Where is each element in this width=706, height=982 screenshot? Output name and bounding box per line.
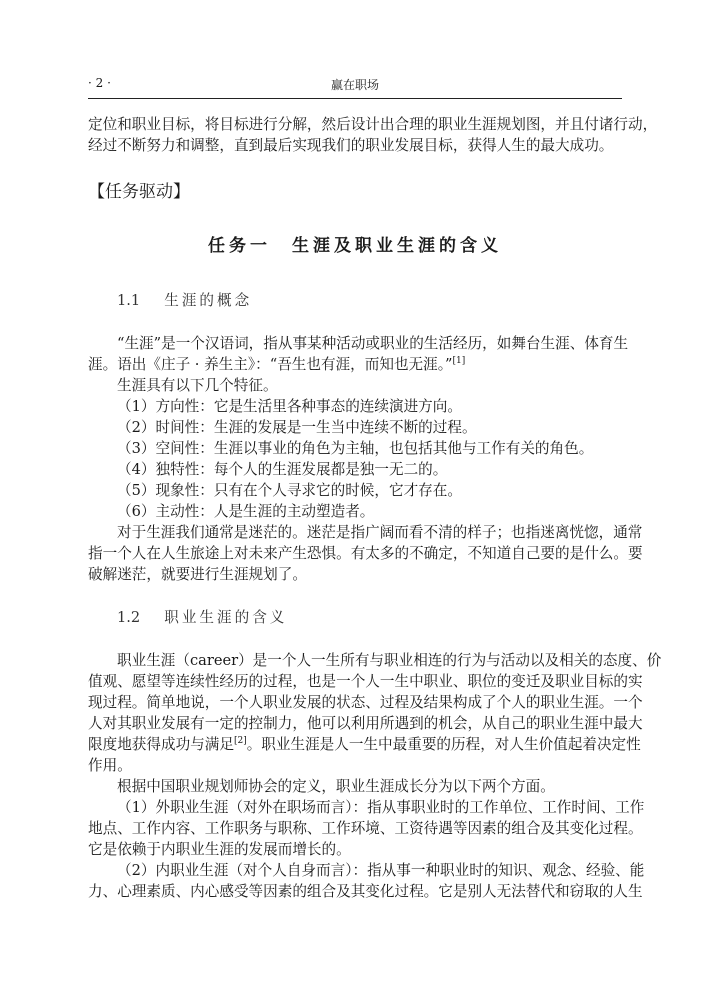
text-line: 破解迷茫，就要进行生涯规划了。: [88, 566, 307, 583]
text-line: 指一个人在人生旅途上对未来产生恐惧。有太多的不确定，不知道自己要的是什么。要: [88, 545, 643, 562]
section-title: 生涯的概念: [164, 292, 253, 309]
text-line: 人对其职业发展有一定的控制力，他可以利用所遇到的机会，从自己的职业生涯中最大: [88, 715, 643, 732]
text-line: [88, 734, 641, 755]
text-line: [88, 354, 622, 375]
list-item: （4）独特性：每个人的生涯发展都是独一无二的。: [117, 461, 448, 478]
section-number: 1.1: [117, 292, 141, 309]
text-line: 现过程。简单地说，一个人职业发展的状态、过程及结果构成了个人的职业生涯。一个: [88, 694, 643, 711]
section-heading-1-1: [88, 289, 651, 310]
list-item: （2）时间性：生涯的发展是一生当中连续不断的过程。: [117, 419, 477, 436]
list-item: （5）现象性：只有在个人寻求它的时候，它才存在。: [117, 482, 462, 499]
text-span: 。职业生涯是人一生中最重要的历程，对人生价值起着决定性: [246, 736, 641, 753]
list-item: （1）外职业生涯（对外在职场而言）：指从事职业时的工作单位、工作时间、工作: [117, 799, 645, 816]
citation-ref: [2]: [233, 736, 247, 747]
text-line: 对于生涯我们通常是迷茫的。迷茫是指广阔而看不清的样子；也指迷离恍惚，通常: [117, 524, 643, 541]
text-line: 地点、工作内容、工作职务与职称、工作环境、工资待遇等因素的组合及其变化过程。: [88, 820, 643, 837]
text-line: 经过不断努力和调整，直到最后实现我们的职业发展目标，获得人生的最大成功。: [88, 137, 614, 154]
text-line: 职业生涯（career）是一个人一生所有与职业相连的行为与活动以及相关的态度、价: [117, 652, 662, 669]
text-line: 力、心理素质、内心感受等因素的组合及其变化过程。它是别人无法替代和窃取的人生: [88, 883, 643, 900]
section-1-1-body: [88, 333, 643, 585]
text-span: 限度地获得成功与满足: [88, 736, 234, 753]
section-heading-1-2: [88, 606, 651, 627]
text-line: 定位和职业目标，将目标进行分解，然后设计出合理的职业生涯规划图，并且付诸行动，: [88, 116, 658, 133]
list-item: （6）主动性：人是生涯的主动塑造者。: [117, 503, 375, 520]
text-line: 值观、愿望等连续性经历的过程，也是一个人一生中职业、职位的变迁及职业目标的实: [88, 673, 643, 690]
list-item: （1）方向性：它是生活里各种事态的连续演进方向。: [117, 398, 462, 415]
section-title: 职业生涯的含义: [164, 609, 288, 626]
section-number: 1.2: [117, 609, 141, 626]
list-item: （2）内职业生涯（对个人自身而言）：指从事一种职业时的知识、观念、经验、能: [117, 862, 645, 879]
text-line: “生涯”是一个汉语词，指从事某种活动或职业的生活经历，如舞台生涯、体育生: [117, 335, 629, 352]
section-1-2-body: [88, 650, 662, 902]
header-rule: [88, 98, 622, 99]
text-line: 根据中国职业规划师协会的定义，职业生涯成长分为以下两个方面。: [117, 778, 555, 795]
running-header: [88, 76, 622, 94]
list-item: （3）空间性：生涯以事业的角色为主轴，也包括其他与工作有关的角色。: [117, 440, 594, 457]
intro-paragraph: [88, 114, 658, 156]
task-title: 任务一 生涯及职业生涯的含义: [208, 236, 502, 256]
page-number: · 2 ·: [88, 76, 111, 90]
text-span: 涯。语出《庄子 · 养生主》：“吾生也有涯，而知也无涯。”: [88, 356, 453, 373]
text-line: 生涯具有以下几个特征。: [117, 377, 278, 394]
citation-ref: [1]: [452, 356, 466, 367]
text-line: 它是依赖于内职业生涯的发展而增长的。: [88, 841, 351, 858]
text-line: 作用。: [88, 757, 132, 774]
task-driver-heading: 【任务驱动】: [88, 182, 190, 202]
book-title: 赢在职场: [330, 78, 379, 92]
